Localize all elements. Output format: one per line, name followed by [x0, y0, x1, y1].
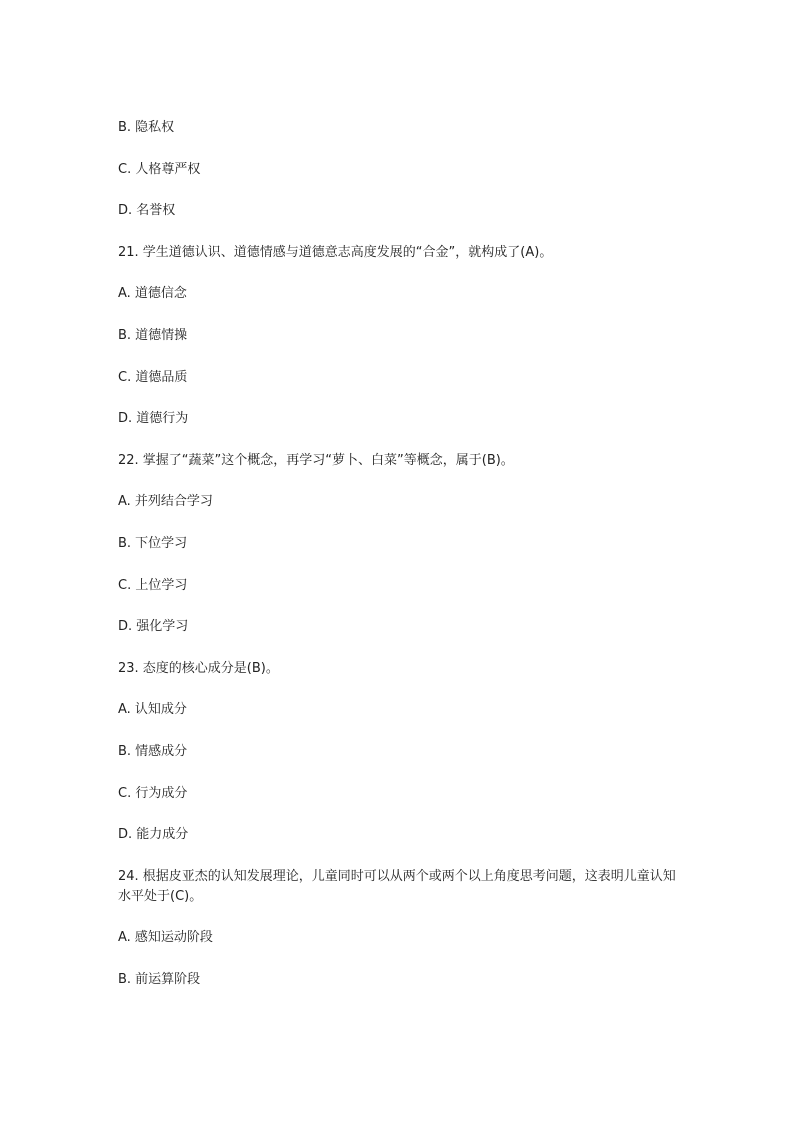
question-22-option-c: C. 上位学习: [118, 577, 188, 593]
question-24: 24. 根据皮亚杰的认知发展理论，儿童同时可以从两个或两个以上角度思考问题，这表明儿童认知水平处于(C)。: [118, 868, 676, 904]
question-23: 23. 态度的核心成分是(B)。: [118, 660, 279, 676]
question-23-option-b: B. 情感成分: [118, 743, 188, 759]
question-21-option-b: B. 道德情操: [118, 327, 188, 343]
question-23-option-a: A. 认知成分: [118, 702, 187, 718]
question-21: 21. 学生道德认识、道德情感与道德意志高度发展的“合金”，就构成了(A)。: [118, 244, 553, 260]
question-23-option-c: C. 行为成分: [118, 785, 188, 801]
question-24-option-b: B. 前运算阶段: [118, 971, 201, 987]
exam-content: [118, 118, 678, 1011]
option-b-privacy: B. 隐私权: [118, 120, 175, 135]
option-d-reputation: D. 名誉权: [118, 203, 176, 219]
question-22: 22. 掌握了“蔬菜”这个概念，再学习“萝卜、白菜”等概念，属于(B)。: [118, 452, 514, 468]
question-21-option-d: D. 道德行为: [118, 411, 189, 427]
question-23-option-d: D. 能力成分: [118, 827, 189, 843]
option-c-dignity: C. 人格尊严权: [118, 161, 201, 177]
question-24-option-a: A. 感知运动阶段: [118, 930, 213, 946]
question-21-option-a: A. 道德信念: [118, 286, 187, 302]
question-22-option-a: A. 并列结合学习: [118, 494, 213, 510]
question-21-option-c: C. 道德品质: [118, 369, 188, 385]
question-22-option-b: B. 下位学习: [118, 535, 188, 551]
question-22-option-d: D. 强化学习: [118, 619, 189, 635]
